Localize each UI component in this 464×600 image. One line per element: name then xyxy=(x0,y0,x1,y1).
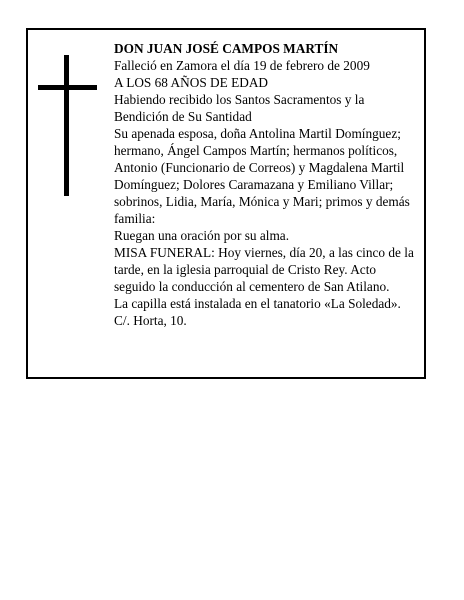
sacraments-line: Habiendo recibido los Santos Sacramentos y la Bendición de Su Santidad xyxy=(114,92,365,124)
prayer-request: Ruegan una oración por su alma. xyxy=(114,228,290,243)
family-paragraph: Su apenada esposa, doña Antolina Martil Domínguez; hermano, Ángel Campos Martín; hermanos políticos, Antonio (Funcionario de Correos) y Magdalena Martil Domínguez; Dolores Caramazana y Emiliano Villar; sobrinos, Lidia, María, Mónica y Mari; primos y demás familia: xyxy=(114,126,410,226)
cross-vertical-bar xyxy=(64,55,69,196)
funeral-mass-paragraph: MISA FUNERAL: Hoy viernes, día 20, a las cinco de la tarde, en la iglesia parroquial de Cristo Rey. Acto seguido la conducción al cementero de San Atilano. xyxy=(114,245,414,294)
deceased-name: DON JUAN JOSÉ CAMPOS MARTÍN xyxy=(114,41,339,56)
cross-horizontal-bar xyxy=(38,85,97,90)
obituary-text xyxy=(114,40,420,329)
death-date-line: Falleció en Zamora el día 19 de febrero de 2009 xyxy=(114,58,370,73)
chapel-paragraph: La capilla está instalada en el tanatorio «La Soledad». C/. Horta, 10. xyxy=(114,296,401,328)
age-line: A LOS 68 AÑOS DE EDAD xyxy=(114,75,269,90)
